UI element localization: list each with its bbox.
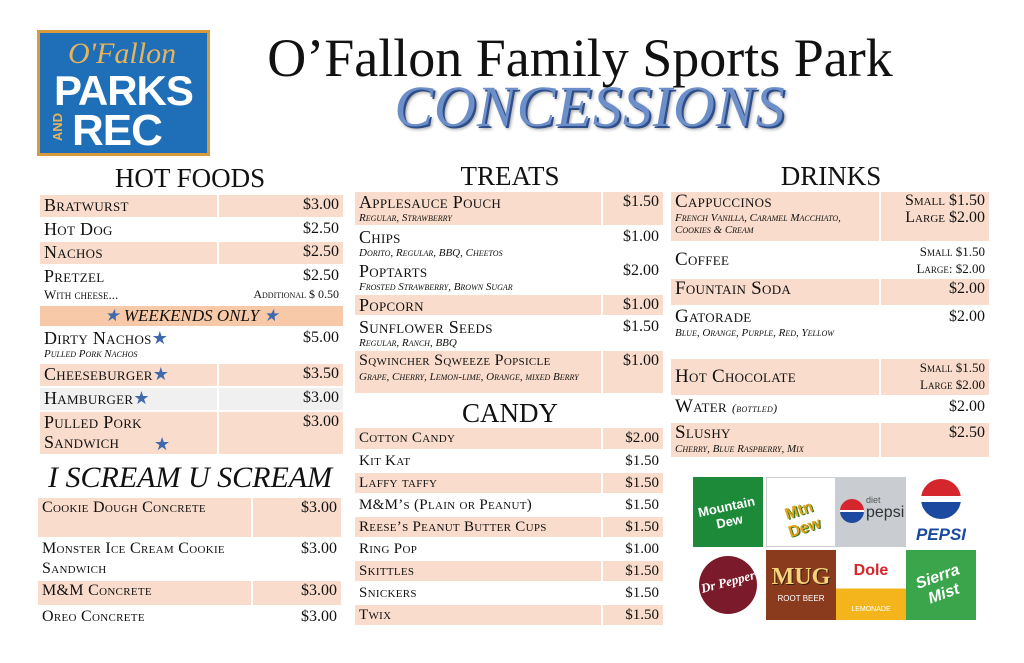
item-name: Kit Kat bbox=[355, 450, 602, 472]
sierra-mist-logo bbox=[906, 550, 976, 620]
menu-row bbox=[40, 363, 343, 387]
item-price: $2.50 bbox=[303, 267, 339, 284]
item-sub: Regular, Strawberry bbox=[359, 212, 452, 224]
brand-label: Mtn Dew bbox=[782, 498, 823, 542]
item-price: $1.50 bbox=[602, 316, 663, 350]
item-name: Chips bbox=[359, 227, 401, 247]
logo-parks: PARKS bbox=[54, 67, 193, 114]
menu-row bbox=[38, 538, 341, 580]
item-cell bbox=[40, 265, 218, 305]
item-extra: Additional $ 0.50 bbox=[253, 287, 339, 301]
menu-row bbox=[355, 350, 663, 394]
item-price: $1.00 bbox=[602, 350, 663, 394]
item-price: $3.50 bbox=[218, 363, 343, 387]
item-price: $1.50 bbox=[602, 604, 663, 626]
weekends-label: WEEKENDS ONLY bbox=[123, 306, 260, 325]
item-name-wrap bbox=[44, 328, 213, 348]
hot-foods-heading: HOT FOODS bbox=[114, 163, 266, 193]
brand-sublabel: ROOT BEER bbox=[777, 594, 825, 603]
menu-row bbox=[355, 260, 663, 294]
item-name: Pulled Pork Sandwich bbox=[44, 412, 142, 452]
i-scream-table bbox=[38, 498, 341, 633]
menu-row bbox=[671, 242, 989, 278]
item-price: $2.00 bbox=[602, 428, 663, 450]
item-name: M&M’s (Plain or Peanut) bbox=[355, 494, 602, 516]
candy-heading: CANDY bbox=[461, 398, 558, 428]
item-price: $1.00 bbox=[602, 294, 663, 316]
price-cell bbox=[218, 265, 343, 305]
price-large: Large $2.00 bbox=[920, 377, 985, 392]
mountain-dew-logo bbox=[693, 477, 763, 547]
brand-label-small: diet bbox=[866, 495, 881, 505]
item-sub: Dorito, Regular, BBQ, Cheetos bbox=[359, 247, 503, 259]
price-cell bbox=[880, 242, 989, 278]
menu-row bbox=[355, 428, 663, 450]
item-name: Twix bbox=[355, 604, 602, 626]
item-price: $3.00 bbox=[218, 411, 343, 455]
item-price: $1.50 bbox=[602, 516, 663, 538]
item-name: Oreo Concrete bbox=[38, 606, 252, 632]
item-sub: Regular, Ranch, BBQ bbox=[359, 337, 457, 349]
item-name: Nachos bbox=[40, 241, 218, 265]
page-title: O’Fallon Family Sports Park bbox=[267, 28, 893, 88]
item-name: Gatorade bbox=[675, 306, 752, 327]
menu-row bbox=[355, 450, 663, 472]
menu-row bbox=[355, 316, 663, 350]
parks-rec-logo bbox=[37, 30, 210, 156]
menu-row bbox=[40, 265, 343, 305]
item-cell bbox=[355, 192, 602, 226]
dole-lemonade-logo bbox=[836, 550, 906, 620]
item-sub: French Vanilla, Caramel Macchiato, Cookies & Cream bbox=[675, 212, 841, 236]
item-cell bbox=[40, 387, 218, 411]
item-price: $1.00 bbox=[602, 538, 663, 560]
item-cell bbox=[355, 260, 602, 294]
item-cell bbox=[355, 226, 602, 260]
brand-label: pepsi bbox=[866, 504, 905, 521]
item-price: $3.00 bbox=[252, 498, 341, 538]
brand-label: Dole bbox=[853, 562, 889, 579]
menu-row bbox=[355, 538, 663, 560]
item-price: $1.50 bbox=[602, 472, 663, 494]
item-price: $2.50 bbox=[880, 422, 989, 458]
menu-row bbox=[671, 278, 989, 306]
item-name: Laffy taffy bbox=[355, 472, 602, 494]
menu-row bbox=[355, 192, 663, 226]
mug-root-beer-logo bbox=[766, 550, 836, 620]
item-price: $1.50 bbox=[602, 582, 663, 604]
menu-row bbox=[671, 422, 989, 458]
i-scream-heading: I SCREAM U SCREAM bbox=[48, 461, 333, 494]
weekends-row bbox=[40, 305, 343, 327]
item-cell bbox=[671, 306, 880, 358]
item-name: Hamburger bbox=[44, 388, 134, 408]
menu-row bbox=[671, 358, 989, 396]
item-sub: Blue, Orange, Purple, Red, Yellow bbox=[675, 327, 834, 339]
price-small: Small $1.50 bbox=[919, 244, 985, 259]
item-name: Reese’s Peanut Butter Cups bbox=[355, 516, 602, 538]
item-price: $2.00 bbox=[880, 396, 989, 422]
item-price: $3.00 bbox=[252, 538, 341, 580]
star-icon: ★ bbox=[263, 306, 279, 325]
item-price: $1.00 bbox=[602, 226, 663, 260]
item-name: Hot Dog bbox=[40, 218, 218, 241]
pepsi-globe-icon bbox=[921, 479, 961, 519]
item-sub: Grape, Cherry, Lemon-lime, Orange, mixed Berry bbox=[359, 371, 579, 383]
menu-row bbox=[38, 606, 341, 632]
star-icon: ★ bbox=[151, 328, 169, 348]
item-name: Coffee bbox=[671, 242, 880, 278]
drinks-table bbox=[671, 192, 989, 459]
menu-row bbox=[40, 195, 343, 218]
item-cell bbox=[671, 192, 880, 242]
hot-foods-table bbox=[40, 195, 343, 456]
brand-label: Mountain Dew bbox=[696, 493, 757, 532]
logo-and: AND bbox=[50, 113, 65, 142]
menu-row bbox=[38, 580, 341, 606]
logo-rec: REC bbox=[72, 106, 162, 155]
menu-row bbox=[671, 396, 989, 422]
dr-pepper-logo bbox=[693, 550, 763, 620]
item-cell bbox=[355, 350, 602, 394]
item-price: $1.50 bbox=[602, 450, 663, 472]
menu-row bbox=[40, 241, 343, 265]
item-sub: Cherry, Blue Raspberry, Mix bbox=[675, 443, 804, 455]
brand-sublabel: LEMONADE bbox=[851, 606, 891, 613]
item-price: $3.00 bbox=[252, 606, 341, 632]
price-large: Large: $2.00 bbox=[916, 261, 985, 276]
treats-table bbox=[355, 192, 663, 395]
item-price: $1.50 bbox=[602, 494, 663, 516]
item-price: $2.50 bbox=[218, 218, 343, 241]
price-cell bbox=[880, 192, 989, 242]
item-name: Hot Chocolate bbox=[671, 358, 880, 396]
treats-heading: TREATS bbox=[460, 161, 560, 191]
item-name: Pretzel bbox=[44, 266, 105, 286]
item-price: $2.00 bbox=[880, 278, 989, 306]
item-name: Sunflower Seeds bbox=[359, 317, 493, 337]
menu-row bbox=[355, 472, 663, 494]
item-price: $3.00 bbox=[218, 195, 343, 218]
menu-row bbox=[355, 604, 663, 626]
item-price: $2.00 bbox=[880, 306, 989, 358]
price-small: Small $1.50 bbox=[919, 360, 985, 375]
brand-label: Dr Pepper bbox=[699, 567, 757, 596]
item-name: Slushy bbox=[675, 422, 731, 443]
mtn-dew-logo bbox=[766, 477, 836, 547]
star-icon: ★ bbox=[152, 364, 170, 384]
brand-label: Sierra Mist bbox=[913, 561, 962, 608]
item-name: Skittles bbox=[355, 560, 602, 582]
page-subtitle: CONCESSIONS bbox=[394, 74, 786, 139]
brand-label: PEPSI bbox=[915, 525, 967, 544]
price-small: Small $1.50 bbox=[904, 192, 985, 209]
item-name: Popcorn bbox=[355, 294, 602, 316]
item-name: Bratwurst bbox=[40, 195, 218, 218]
menu-row bbox=[38, 498, 341, 538]
star-icon: ★ bbox=[133, 388, 150, 408]
item-cell bbox=[40, 327, 218, 363]
item-price: $1.50 bbox=[602, 560, 663, 582]
item-price: $5.00 bbox=[218, 327, 343, 363]
menu-row bbox=[355, 494, 663, 516]
brand-label: MUG bbox=[771, 564, 831, 590]
pepsi-logo bbox=[906, 477, 976, 547]
item-name: Snickers bbox=[355, 582, 602, 604]
item-price: $3.00 bbox=[218, 387, 343, 411]
menu-row bbox=[40, 218, 343, 241]
item-price: $1.50 bbox=[602, 192, 663, 226]
item-cell bbox=[355, 316, 602, 350]
item-cell bbox=[671, 422, 880, 458]
item-sub: (bottled) bbox=[732, 401, 778, 415]
menu-row bbox=[40, 411, 343, 455]
menu-row bbox=[355, 294, 663, 316]
price-cell bbox=[880, 358, 989, 396]
menu-row bbox=[355, 560, 663, 582]
item-price: $2.50 bbox=[218, 241, 343, 265]
item-name: M&M Concrete bbox=[38, 580, 252, 606]
item-name: Applesauce Pouch bbox=[359, 192, 502, 212]
logo-ofallon: O'Fallon bbox=[68, 37, 177, 70]
item-name: Fountain Soda bbox=[671, 278, 880, 306]
item-name: Monster Ice Cream Cookie Sandwich bbox=[38, 538, 252, 580]
star-icon: ★ bbox=[154, 433, 171, 454]
diet-pepsi-logo bbox=[836, 477, 906, 547]
item-name: Cookie Dough Concrete bbox=[38, 498, 252, 538]
menu-row bbox=[671, 192, 989, 242]
item-sub: Frosted Strawberry, Brown Sugar bbox=[359, 281, 513, 293]
item-name: Water bbox=[675, 396, 727, 417]
item-name: Dirty Nachos bbox=[44, 328, 152, 348]
item-name: Cheeseburger bbox=[44, 364, 153, 384]
menu-row bbox=[355, 516, 663, 538]
menu-row bbox=[671, 306, 989, 358]
candy-table bbox=[355, 428, 663, 627]
star-icon: ★ bbox=[104, 306, 120, 325]
item-cell bbox=[671, 396, 880, 422]
item-sub: Pulled Pork Nachos bbox=[44, 348, 138, 360]
item-name: Cotton Candy bbox=[355, 428, 602, 450]
item-name: Ring Pop bbox=[355, 538, 602, 560]
item-cell bbox=[40, 411, 218, 455]
pepsi-globe-icon bbox=[840, 499, 864, 523]
item-cell bbox=[40, 363, 218, 387]
menu-row bbox=[40, 387, 343, 411]
item-sub: With cheese... bbox=[44, 287, 119, 302]
drinks-heading: DRINKS bbox=[780, 161, 882, 191]
menu-row bbox=[40, 327, 343, 363]
item-price: $2.00 bbox=[602, 260, 663, 294]
menu-row bbox=[355, 226, 663, 260]
menu-row bbox=[355, 582, 663, 604]
item-name: Poptarts bbox=[359, 261, 428, 281]
price-large: Large $2.00 bbox=[905, 209, 985, 226]
item-name: Sqwincher Sqweeze Popsicle bbox=[359, 352, 551, 369]
item-name: Cappuccinos bbox=[675, 191, 772, 212]
item-price: $3.00 bbox=[252, 580, 341, 606]
weekends-label-cell bbox=[40, 305, 343, 327]
